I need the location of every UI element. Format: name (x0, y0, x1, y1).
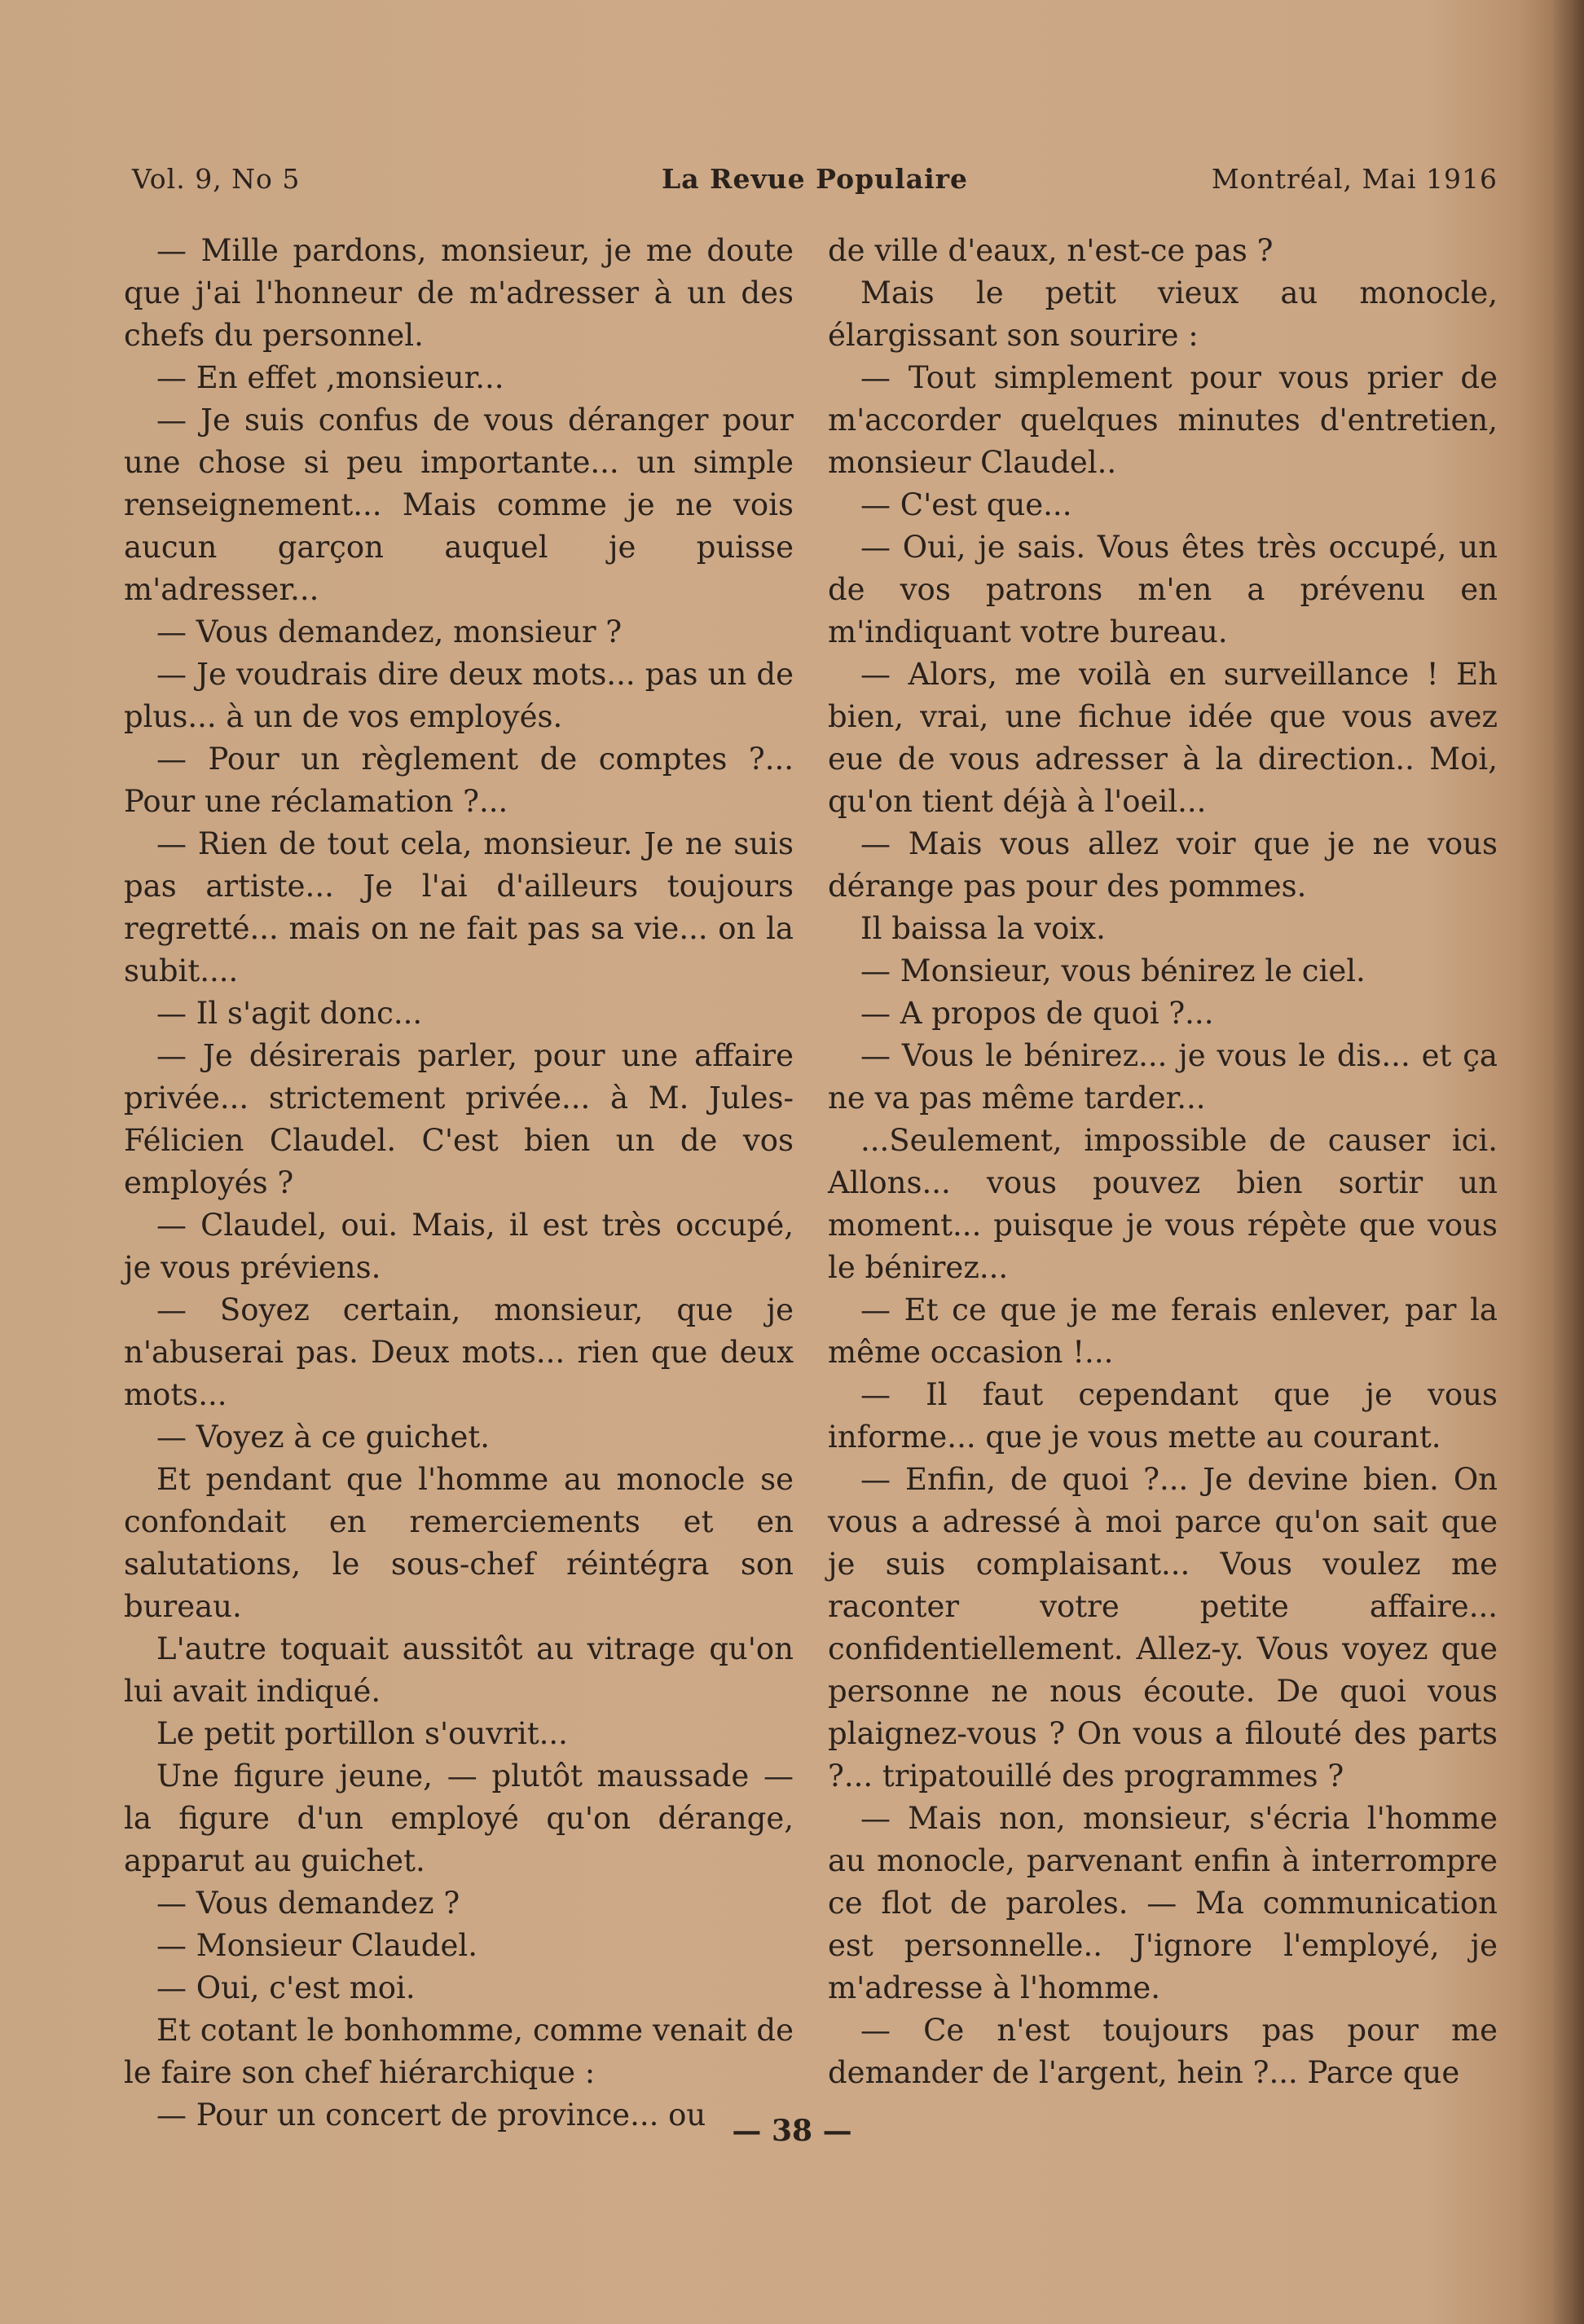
paragraph: — C'est que... (860, 487, 1072, 522)
paragraph: — Mille pardons, monsieur, je me doute que j'ai l'honneur de m'adresser à un des chefs du personnel. (124, 233, 794, 353)
paragraph: — Mais non, monsieur, s'écria l'homme au monocle, parvenant enfin à interrompre ce flot de paroles. — Ma communication est personnelle.. J'ignore l'employé, je m'adresse à l'homme. (828, 1801, 1498, 2005)
paragraph: — Alors, me voilà en surveillance ! Eh bien, vrai, une fichue idée que vous avez eue de vous adresser à la direction.. Moi, qu'on tient déjà à l'oeil... (828, 657, 1498, 819)
left-column (124, 230, 794, 2137)
paragraph: — Oui, c'est moi. (156, 1970, 416, 2005)
paragraph: — Je suis confus de vous déranger pour une chose si peu importante... un simple renseignement... Mais comme je ne vois aucun garçon auquel je puisse m'adresser... (124, 403, 794, 607)
header-title: La Revue Populaire (662, 163, 968, 195)
paragraph: — Oui, je sais. Vous êtes très occupé, un de vos patrons m'en a prévenu en m'indiquant votre bureau. (828, 530, 1498, 649)
page-number: — 38 — (732, 2114, 852, 2148)
paragraph: — Monsieur, vous bénirez le ciel. (860, 953, 1366, 988)
paragraph: — En effet ,monsieur... (156, 360, 504, 395)
paragraph: — Pour un règlement de comptes ?... Pour une réclamation ?... (124, 742, 794, 819)
paragraph: Mais le petit vieux au monocle, élargissant son sourire : (828, 275, 1498, 353)
paragraph: — Je désirerais parler, pour une affaire privée... strictement privée... à M. Jules-Félicien Claudel. C'est bien un de vos employés ? (124, 1038, 794, 1200)
paragraph: — Claudel, oui. Mais, il est très occupé, je vous préviens. (124, 1208, 794, 1285)
paragraph: — Monsieur Claudel. (156, 1928, 477, 1963)
paragraph: L'autre toquait aussitôt au vitrage qu'on lui avait indiqué. (124, 1631, 794, 1709)
paragraph: — Vous demandez ? (156, 1886, 460, 1921)
paragraph: Et pendant que l'homme au monocle se confondait en remerciements et en salutations, le sous-chef réintégra son bureau. (124, 1462, 794, 1624)
paragraph: — Pour un concert de province... ou (156, 2097, 706, 2133)
paragraph: Il baissa la voix. (860, 911, 1106, 946)
paragraph: — Je voudrais dire deux mots... pas un de plus... à un de vos employés. (124, 657, 794, 734)
paragraph: — Soyez certain, monsieur, que je n'abuserai pas. Deux mots... rien que deux mots... (124, 1292, 794, 1412)
paragraph: — Vous le bénirez... je vous le dis... et ça ne va pas même tarder... (828, 1038, 1498, 1116)
page-spine-shadow (1551, 0, 1584, 2324)
running-header (132, 163, 1498, 202)
paragraph: — Vous demandez, monsieur ? (156, 614, 623, 649)
paragraph: — Tout simplement pour vous prier de m'accorder quelques minutes d'entretien, monsieur Claudel.. (828, 360, 1498, 480)
paragraph: — A propos de quoi ?... (860, 996, 1214, 1031)
header-volume: Vol. 9, No 5 (132, 163, 301, 195)
paragraph: — Et ce que je me ferais enlever, par la même occasion !... (828, 1292, 1498, 1370)
paragraph: — Il faut cependant que je vous informe... que je vous mette au courant. (828, 1377, 1498, 1455)
right-column (828, 230, 1498, 2094)
paragraph: Et cotant le bonhomme, comme venait de le faire son chef hiérarchique : (124, 2013, 794, 2090)
paragraph: — Rien de tout cela, monsieur. Je ne suis pas artiste... Je l'ai d'ailleurs toujours regretté... mais on ne fait pas sa vie... on la subit.... (124, 826, 794, 988)
paragraph: Le petit portillon s'ouvrit... (156, 1716, 568, 1751)
continued-line: de ville d'eaux, n'est-ce pas ? (828, 233, 1274, 268)
paragraph: — Voyez à ce guichet. (156, 1419, 491, 1455)
paragraph: — Enfin, de quoi ?... Je devine bien. On vous a adressé à moi parce qu'on sait que je suis complaisant... Vous voulez me raconter votre petite affaire... confidentiellement. Allez-y. Vous voyez que personne ne nous écoute. De quoi vous plaignez-vous ? On vous a filouté des parts ?... tripatouillé des programmes ? (828, 1462, 1498, 1794)
header-place-date: Montréal, Mai 1916 (1211, 163, 1498, 195)
paragraph: — Il s'agit donc... (156, 996, 423, 1031)
paragraph: — Mais vous allez voir que je ne vous dérange pas pour des pommes. (828, 826, 1498, 904)
paragraph: ...Seulement, impossible de causer ici. Allons... vous pouvez bien sortir un moment... puisque je vous répète que vous le bénirez... (828, 1123, 1498, 1285)
paragraph: Une figure jeune, — plutôt maussade — la figure d'un employé qu'on dérange, apparut au guichet. (124, 1758, 794, 1878)
paragraph: — Ce n'est toujours pas pour me demander de l'argent, hein ?... Parce que (828, 2013, 1498, 2090)
